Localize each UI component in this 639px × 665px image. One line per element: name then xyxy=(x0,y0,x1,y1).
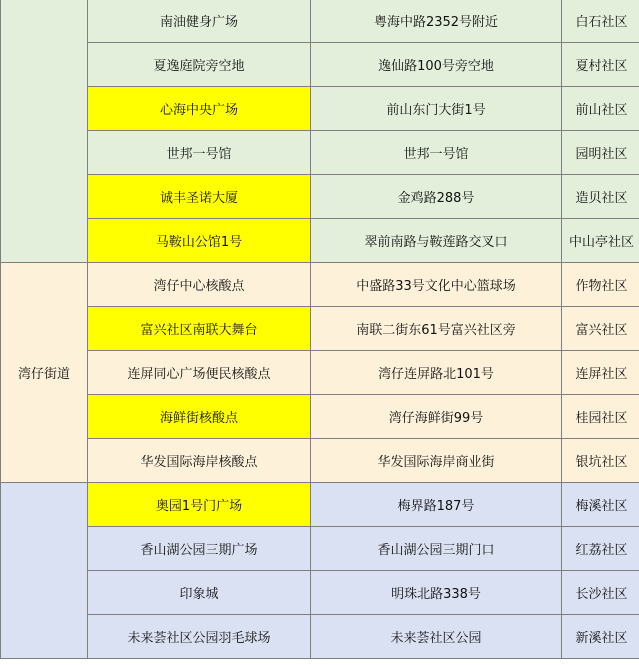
community-cell: 红荔社区 xyxy=(562,527,639,571)
community-cell: 梅溪社区 xyxy=(562,483,639,527)
street-cell xyxy=(1,0,88,263)
community-cell: 白石社区 xyxy=(562,0,639,43)
address-cell: 华发国际海岸商业街 xyxy=(311,439,562,483)
community-cell: 长沙社区 xyxy=(562,571,639,615)
community-cell: 银坑社区 xyxy=(562,439,639,483)
community-cell: 夏村社区 xyxy=(562,43,639,87)
address-cell: 南联二街东61号富兴社区旁 xyxy=(311,307,562,351)
site-cell: 奥园1号门广场 xyxy=(88,483,311,527)
table-row xyxy=(1,527,639,571)
table-row xyxy=(1,351,639,395)
table-row xyxy=(1,483,639,527)
community-cell: 新溪社区 xyxy=(562,615,639,659)
table-row xyxy=(1,263,639,307)
community-cell: 园明社区 xyxy=(562,131,639,175)
community-cell: 作物社区 xyxy=(562,263,639,307)
table-row xyxy=(1,395,639,439)
community-cell: 中山亭社区 xyxy=(562,219,639,263)
site-cell: 南油健身广场 xyxy=(88,0,311,43)
site-cell: 世邦一号馆 xyxy=(88,131,311,175)
address-cell: 金鸡路288号 xyxy=(311,175,562,219)
site-cell: 心海中央广场 xyxy=(88,87,311,131)
street-cell xyxy=(1,483,88,659)
address-cell: 世邦一号馆 xyxy=(311,131,562,175)
table-row xyxy=(1,131,639,175)
address-cell: 明珠北路338号 xyxy=(311,571,562,615)
table-row xyxy=(1,439,639,483)
table-row xyxy=(1,219,639,263)
address-cell: 梅界路187号 xyxy=(311,483,562,527)
site-cell: 未来荟社区公园羽毛球场 xyxy=(88,615,311,659)
site-cell: 华发国际海岸核酸点 xyxy=(88,439,311,483)
table-row xyxy=(1,615,639,659)
table-row xyxy=(1,307,639,351)
community-cell: 桂园社区 xyxy=(562,395,639,439)
address-cell: 香山湖公园三期门口 xyxy=(311,527,562,571)
table-row xyxy=(1,0,639,43)
site-cell: 连屏同心广场便民核酸点 xyxy=(88,351,311,395)
address-cell: 湾仔海鲜街99号 xyxy=(311,395,562,439)
site-cell: 富兴社区南联大舞台 xyxy=(88,307,311,351)
table-row xyxy=(1,43,639,87)
community-cell: 富兴社区 xyxy=(562,307,639,351)
community-cell: 造贝社区 xyxy=(562,175,639,219)
table-row xyxy=(1,87,639,131)
community-cell: 前山社区 xyxy=(562,87,639,131)
site-cell: 香山湖公园三期广场 xyxy=(88,527,311,571)
table-row xyxy=(1,571,639,615)
table-row xyxy=(1,175,639,219)
site-cell: 诚丰圣诺大厦 xyxy=(88,175,311,219)
site-cell: 马鞍山公馆1号 xyxy=(88,219,311,263)
site-cell: 湾仔中心核酸点 xyxy=(88,263,311,307)
site-cell: 印象城 xyxy=(88,571,311,615)
site-cell: 夏逸庭院旁空地 xyxy=(88,43,311,87)
site-cell: 海鲜街核酸点 xyxy=(88,395,311,439)
community-cell: 连屏社区 xyxy=(562,351,639,395)
street-cell: 湾仔街道 xyxy=(1,263,88,483)
address-cell: 翠前南路与鞍莲路交叉口 xyxy=(311,219,562,263)
address-cell: 逸仙路100号旁空地 xyxy=(311,43,562,87)
address-cell: 粤海中路2352号附近 xyxy=(311,0,562,43)
address-cell: 未来荟社区公园 xyxy=(311,615,562,659)
address-cell: 中盛路33号文化中心篮球场 xyxy=(311,263,562,307)
address-cell: 前山东门大街1号 xyxy=(311,87,562,131)
address-cell: 湾仔连屏路北101号 xyxy=(311,351,562,395)
